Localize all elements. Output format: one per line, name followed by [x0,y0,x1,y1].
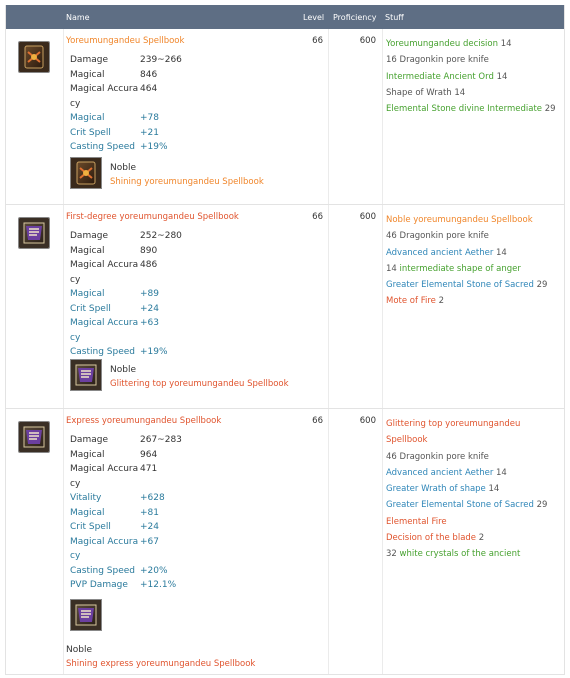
stat-line [70,448,182,463]
stat-name: Magical Accuracy [70,260,139,285]
stat-line [70,287,182,302]
material-link[interactable]: Greater Elemental Stone of Sacred [386,500,534,511]
material-link[interactable]: Elemental Stone divine Intermediate [386,104,543,115]
stat-name: Magical [70,69,105,80]
material-line [386,449,564,465]
stat-line [70,82,182,111]
material-count: 29 [544,104,556,115]
material-link[interactable]: intermediate shape of anger [399,263,521,274]
header-stuff[interactable]: Stuff [385,13,404,22]
stat-name: Magical Accuracy [70,464,139,489]
column-divider [328,409,329,674]
column-divider [63,29,64,204]
material-count: 29 [536,500,548,511]
stat-value: +19% [140,347,168,357]
stat-value: +67 [140,536,159,547]
header-proficiency[interactable]: Proficiency [333,13,377,22]
stat-name: Casting Speed [70,142,136,152]
material-line [386,497,564,513]
stat-name: Vitality [70,493,102,503]
stat-line [70,345,182,360]
noble-label: Noble [110,365,136,375]
material-line [386,261,547,277]
stat-line [70,258,182,287]
material-line [386,69,556,85]
material-line [386,36,556,52]
stat-name: Damage [70,55,108,65]
material-line [386,416,564,449]
stat-name: Damage [70,231,108,241]
stat-value: 964 [140,449,158,460]
material-count: 46 [386,231,397,242]
item-materials [386,212,547,310]
crossbow-book-icon[interactable] [18,41,50,73]
stat-value: +24 [140,303,159,314]
stat-value: 486 [140,260,158,270]
material-line [386,465,564,481]
column-divider [63,205,64,408]
stat-value: +628 [140,493,165,503]
material-link[interactable]: Advanced ancient Aether [386,247,494,258]
stat-value: 890 [140,245,158,256]
stat-line [70,520,182,535]
stat-value: +21 [140,127,159,138]
material-link[interactable]: Dragonkin pore knife [399,451,489,462]
material-line [386,277,547,293]
stat-line [70,53,182,68]
material-link[interactable]: Elemental Fire [386,516,447,527]
noble-label: Noble [66,645,92,655]
stat-line [70,433,182,448]
material-count: 14 [496,71,508,82]
material-count: 16 [386,55,397,66]
stat-value: +20% [140,565,168,576]
stat-value: +19% [140,142,168,152]
material-link[interactable]: Intermediate Ancient Ord [386,71,494,82]
material-count: 14 [500,39,512,49]
material-line [386,228,547,244]
items-table [5,5,565,675]
material-link[interactable]: Shape of Wrath [386,87,452,98]
stat-line [70,126,182,141]
stat-line [70,316,182,345]
stat-value: +12.1% [140,580,177,590]
material-link[interactable]: Mote of Fire [386,296,436,307]
noble-item-link[interactable]: Glittering top yoreumungandeu Spellbook [110,379,289,389]
stat-value: 471 [140,464,158,474]
material-link[interactable]: white crystals of the ancient [399,549,521,560]
purple-book-icon[interactable] [70,359,102,391]
stat-line [70,506,182,521]
stat-name: Crit Spell [70,303,111,314]
crossbow-book-icon[interactable] [70,157,102,189]
purple-book-icon[interactable] [18,217,50,249]
material-line [386,546,564,562]
item-proficiency: 600 [359,36,376,46]
stat-line [70,229,182,244]
stat-value: +78 [140,113,159,123]
stat-line [70,244,182,259]
item-name-link[interactable]: First-degree yoreumungandeu Spellbook [66,212,239,222]
item-stats [70,53,182,155]
material-line [386,52,556,68]
material-line [386,85,556,101]
stat-value: 239~266 [140,55,182,65]
stat-line [70,302,182,317]
stat-value: +24 [140,522,159,532]
header-level[interactable]: Level [303,13,325,22]
item-level: 66 [312,36,323,46]
item-name-link[interactable]: Express yoreumungandeu Spellbook [66,416,222,426]
material-count: 46 [386,451,397,462]
stat-name: Magical [70,289,105,299]
material-line [386,101,556,117]
stat-name: Magical Accuracy [70,536,139,561]
stat-value: 464 [140,84,158,94]
column-divider [328,29,329,204]
material-link[interactable]: Noble yoreumungandeu Spellbook [386,215,533,225]
table-row [6,205,564,409]
stat-name: PVP Damage [70,580,128,590]
material-count: 2 [438,296,444,307]
table-row [6,29,564,205]
stat-line [70,491,182,506]
column-divider [63,409,64,674]
stat-line [70,68,182,83]
stat-name: Casting Speed [70,347,136,357]
material-link[interactable]: Greater Elemental Stone of Sacred [386,280,534,291]
material-count: 29 [536,280,548,291]
stat-line [70,564,182,579]
stat-line [70,462,182,491]
table-row [6,409,564,675]
stat-line [70,578,182,593]
stat-name: Magical [70,245,105,256]
column-divider [382,205,383,408]
stat-value: 846 [140,69,158,80]
noble-item-link[interactable]: Shining yoreumungandeu Spellbook [110,177,264,187]
item-materials [386,36,556,117]
stat-name: Magical Accuracy [70,318,139,343]
header-name[interactable]: Name [66,13,90,22]
item-name-link[interactable]: Yoreumungandeu Spellbook [66,36,185,46]
item-level: 66 [312,212,323,222]
item-stats [70,229,182,360]
item-materials [386,416,564,563]
stat-value: +89 [140,289,159,299]
column-divider [382,409,383,674]
material-count: 32 [386,549,397,560]
item-proficiency: 600 [359,212,376,222]
material-count: 2 [478,533,485,544]
stat-value: 252~280 [140,231,182,241]
material-link[interactable]: Greater Wrath of shape [386,484,486,495]
noble-label: Noble [110,163,136,173]
stat-value: +63 [140,318,159,328]
stat-name: Magical Accuracy [70,84,139,109]
material-link[interactable]: Glittering top yoreumungandeu Spellbook [386,419,521,446]
purple-book-icon[interactable] [70,599,102,631]
noble-item-link[interactable]: Shining express yoreumungandeu Spellbook [66,659,256,669]
column-divider [382,29,383,204]
item-proficiency: 600 [359,416,376,426]
item-level: 66 [312,416,323,426]
stat-value: 267~283 [140,435,182,445]
material-line [386,481,564,497]
material-count: 14 [488,484,500,495]
material-line [386,530,564,546]
item-stats [70,433,182,593]
material-link[interactable]: Yoreumungandeu decision [386,39,498,49]
table-header [6,5,564,29]
material-count: 14 [496,467,507,478]
stat-name: Casting Speed [70,565,136,576]
stat-name: Magical [70,507,105,518]
material-link[interactable]: Dragonkin pore knife [399,55,489,66]
stat-line [70,111,182,126]
stat-name: Magical [70,113,105,123]
material-line [386,245,547,261]
material-link[interactable]: Dragonkin pore knife [399,231,489,242]
material-line [386,514,564,530]
stat-line [70,535,182,564]
stat-name: Damage [70,435,108,445]
material-line [386,212,547,228]
purple-book-icon[interactable] [18,421,50,453]
column-divider [328,205,329,408]
stat-name: Crit Spell [70,127,111,138]
material-count: 14 [454,87,466,98]
material-count: 14 [496,247,507,258]
material-link[interactable]: Advanced ancient Aether [386,467,494,478]
stat-name: Crit Spell [70,522,111,532]
material-link[interactable]: Decision of the blade [386,533,477,544]
stat-value: +81 [140,507,159,518]
material-line [386,293,547,309]
stat-line [70,140,182,155]
material-count: 14 [386,263,397,274]
stat-name: Magical [70,449,105,460]
